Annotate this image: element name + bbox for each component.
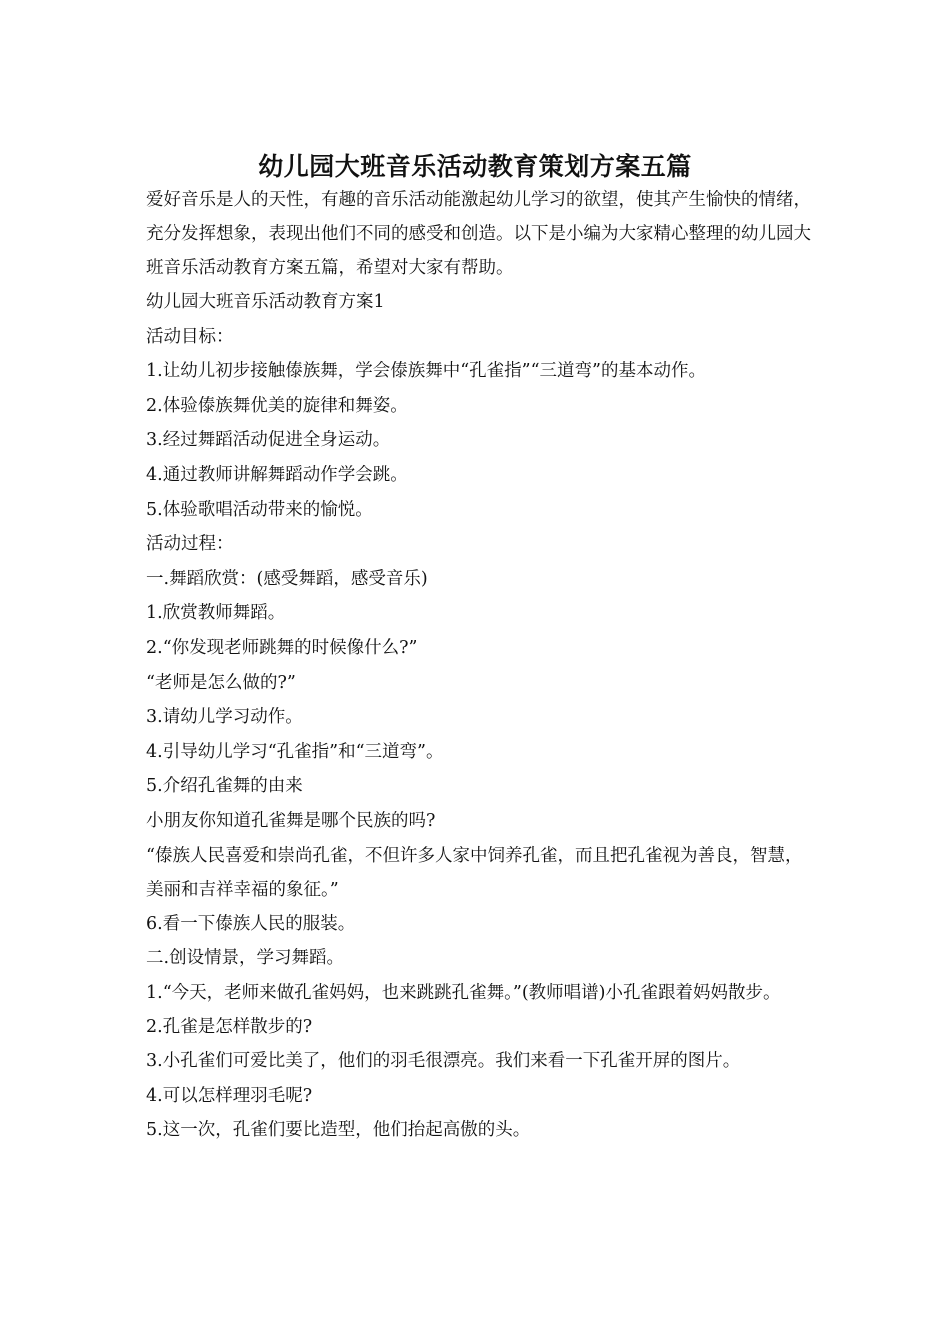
paragraph-line: 4.引导幼儿学习“孔雀指”和“三道弯”。 xyxy=(146,741,444,762)
paragraph-line: 3.小孔雀们可爱比美了，他们的羽毛很漂亮。我们来看一下孔雀开屏的图片。 xyxy=(146,1051,741,1072)
paragraph-line: 2.孔雀是怎样散步的? xyxy=(146,1016,313,1037)
paragraph-line: 6.看一下傣族人民的服装。 xyxy=(146,913,356,934)
paragraph-line: 一.舞蹈欣赏：(感受舞蹈，感受音乐) xyxy=(146,568,428,589)
paragraph-line: 3.经过舞蹈活动促进全身运动。 xyxy=(146,430,391,451)
paragraph-line: 二.创设情景，学习舞蹈。 xyxy=(146,948,345,969)
paragraph-line: 活动目标： xyxy=(146,326,234,347)
paragraph-line: 5.这一次，孔雀们要比造型，他们抬起高傲的头。 xyxy=(146,1120,531,1141)
paragraph-line: 5.体验歌唱活动带来的愉悦。 xyxy=(146,499,373,520)
paragraph-line: 1.欣赏教师舞蹈。 xyxy=(146,603,286,624)
paragraph-line: 1.“今天，老师来做孔雀妈妈，也来跳跳孔雀舞。”(教师唱谱)小孔雀跟着妈妈散步。 xyxy=(146,982,781,1003)
intro-paragraph xyxy=(146,183,812,285)
intro-text: 爱好音乐是人的天性，有趣的音乐活动能激起幼儿学习的欲望，使其产生愉快的情绪，充分发挥想象，表现出他们不同的感受和创造。以下是小编为大家精心整理的幼儿园大班音乐活动教育方案五篇，希望对大家有帮助。 xyxy=(146,190,811,278)
paragraph-line: “老师是怎么做的?” xyxy=(146,672,296,693)
document-body xyxy=(146,183,812,1148)
paragraph-line: 1.让幼儿初步接触傣族舞，学会傣族舞中“孔雀指”“三道弯”的基本动作。 xyxy=(146,361,706,382)
paragraph-line: 4.通过教师讲解舞蹈动作学会跳。 xyxy=(146,464,408,485)
paragraph-line: 小朋友你知道孔雀舞是哪个民族的吗? xyxy=(146,810,436,831)
paragraph-line: 2.体验傣族舞优美的旋律和舞姿。 xyxy=(146,395,408,416)
paragraph-line: 4.可以怎样理羽毛呢? xyxy=(146,1085,313,1106)
paragraph-line: 幼儿园大班音乐活动教育方案1 xyxy=(146,292,385,312)
paragraph-line: 活动过程： xyxy=(146,534,234,555)
content-lines xyxy=(146,285,812,1148)
document-title: 幼儿园大班音乐活动教育策划方案五篇 xyxy=(258,151,692,181)
paragraph-line: 2.“你发现老师跳舞的时候像什么?” xyxy=(146,637,418,658)
paragraph-line: 3.请幼儿学习动作。 xyxy=(146,707,303,728)
paragraph-line: “傣族人民喜爱和崇尚孔雀，不但许多人家中饲养孔雀，而且把孔雀视为善良，智慧，美丽和吉祥幸福的象征。” xyxy=(146,845,803,900)
paragraph-line: 5.介绍孔雀舞的由来 xyxy=(146,776,303,797)
